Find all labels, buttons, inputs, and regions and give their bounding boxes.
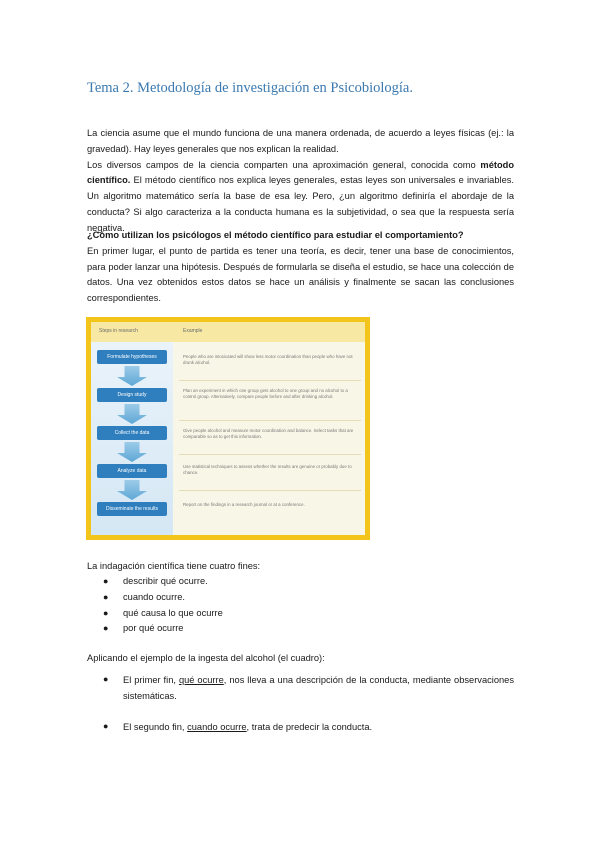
method-text-b: El método científico nos explica leyes generales, estas leyes son universales e invariables. Un algoritmo matemático sería la base de esa ley. Pero, ¿un algoritmo definiría el abordaje de la conducta? Si algo caracteriza a la conducta humana es la subjetividad, o sea que la respuesta sería negativa. <box>87 175 514 233</box>
example-item-1-underlined: qué ocurre <box>178 675 224 685</box>
intro-text: La ciencia asume que el mundo funciona de una manera ordenada, de acuerdo a leyes físicas (ej.: la gravedad). Hay leyes generales que nos explican la realidad. <box>87 128 514 154</box>
example-item-2-text: El segundo fin, <box>123 722 185 732</box>
question-heading: ¿Cómo utilizan los psicólogos el método científico para estudiar el comportamiento? <box>87 230 464 240</box>
step-example-text: People who are intoxicated will show less motor coordination than people who have not drunk alcohol. <box>183 354 353 365</box>
bullet-icon: ● <box>103 576 109 586</box>
page-title: Tema 2. Metodología de investigación en Psicobiología. <box>87 80 413 96</box>
list-item: cuando ocurre. <box>123 592 186 602</box>
bullet-icon: ● <box>103 721 109 731</box>
example-item-2-rest: , trata de predecir la conducta. <box>246 722 373 732</box>
step-disseminate: Disseminate the results <box>97 502 167 516</box>
row-divider <box>179 420 361 421</box>
step-example-text: Report on the findings in a research journal or at a conference. <box>183 502 305 507</box>
method-text-a: Los diversos campos de la ciencia comparten una aproximación general, conocida como <box>87 159 476 170</box>
paragraph-intro <box>87 126 514 158</box>
example-item-1 <box>123 672 514 704</box>
step-example-text: Plan an experiment in which one group gets alcohol to one group and no alcohol to a control group. Alternatively, compare people before and after drinking alcohol. <box>183 388 348 399</box>
figure-header <box>91 322 365 342</box>
list-item: qué causa lo que ocurre <box>123 607 223 618</box>
research-steps-figure <box>86 317 370 540</box>
example-intro: Aplicando el ejemplo de la ingesta del alcohol (el cuadro): <box>87 653 325 663</box>
figure-col1-header: Steps in research <box>99 328 138 334</box>
row-divider <box>179 454 361 455</box>
paragraph-process <box>87 244 514 307</box>
arrow-down-icon <box>117 366 147 386</box>
method-bold: método científico. <box>87 159 514 186</box>
figure-inner <box>91 322 365 535</box>
arrow-down-icon <box>117 442 147 462</box>
example-item-2-underlined: cuando ocurre <box>187 722 247 732</box>
bullet-icon: ● <box>103 623 109 633</box>
paragraph-method <box>87 158 514 237</box>
step-example-text: Use statistical techniques to assess whether the results are genuine or probably due to chance. <box>183 464 352 475</box>
bullet-icon: ● <box>103 674 109 684</box>
step-example-text: Give people alcohol and measure motor coordination and balance. Select tasks that are comparable so as to get this information. <box>183 428 354 439</box>
arrow-down-icon <box>117 404 147 424</box>
example-item-2 <box>123 719 514 735</box>
step-formulate: Formulate hypotheses <box>97 350 167 364</box>
aims-intro: La indagación científica tiene cuatro fines: <box>87 561 261 571</box>
row-divider <box>179 490 361 491</box>
example-item-1-text: El primer fin, <box>123 675 176 685</box>
list-item: por qué ocurre <box>123 623 184 633</box>
row-divider <box>179 380 361 381</box>
step-design: Design study <box>97 388 167 402</box>
step-collect: Collect the data <box>97 426 167 440</box>
process-text: En primer lugar, el punto de partida es tener una teoría, es decir, tener una base de conocimientos, para poder lanzar una hipótesis. Después de formularla se diseña el estudio, se hace una colección de datos. Una vez obtenidos estos datos se hace un análisis y finalmente se sacan las conclusiones correspondientes. <box>87 245 514 304</box>
arrow-down-icon <box>117 480 147 500</box>
step-analyze: Analyze data <box>97 464 167 478</box>
example-item-1-rest: , nos lleva a una descripción de la conducta, mediante observaciones sistemáticas. <box>123 675 514 701</box>
bullet-icon: ● <box>103 607 109 618</box>
list-item: describir qué ocurre. <box>123 576 208 586</box>
figure-col2-header: Example <box>183 328 203 334</box>
bullet-icon: ● <box>103 592 109 602</box>
paragraph-question <box>87 228 514 244</box>
figure-steps-column <box>91 342 173 535</box>
